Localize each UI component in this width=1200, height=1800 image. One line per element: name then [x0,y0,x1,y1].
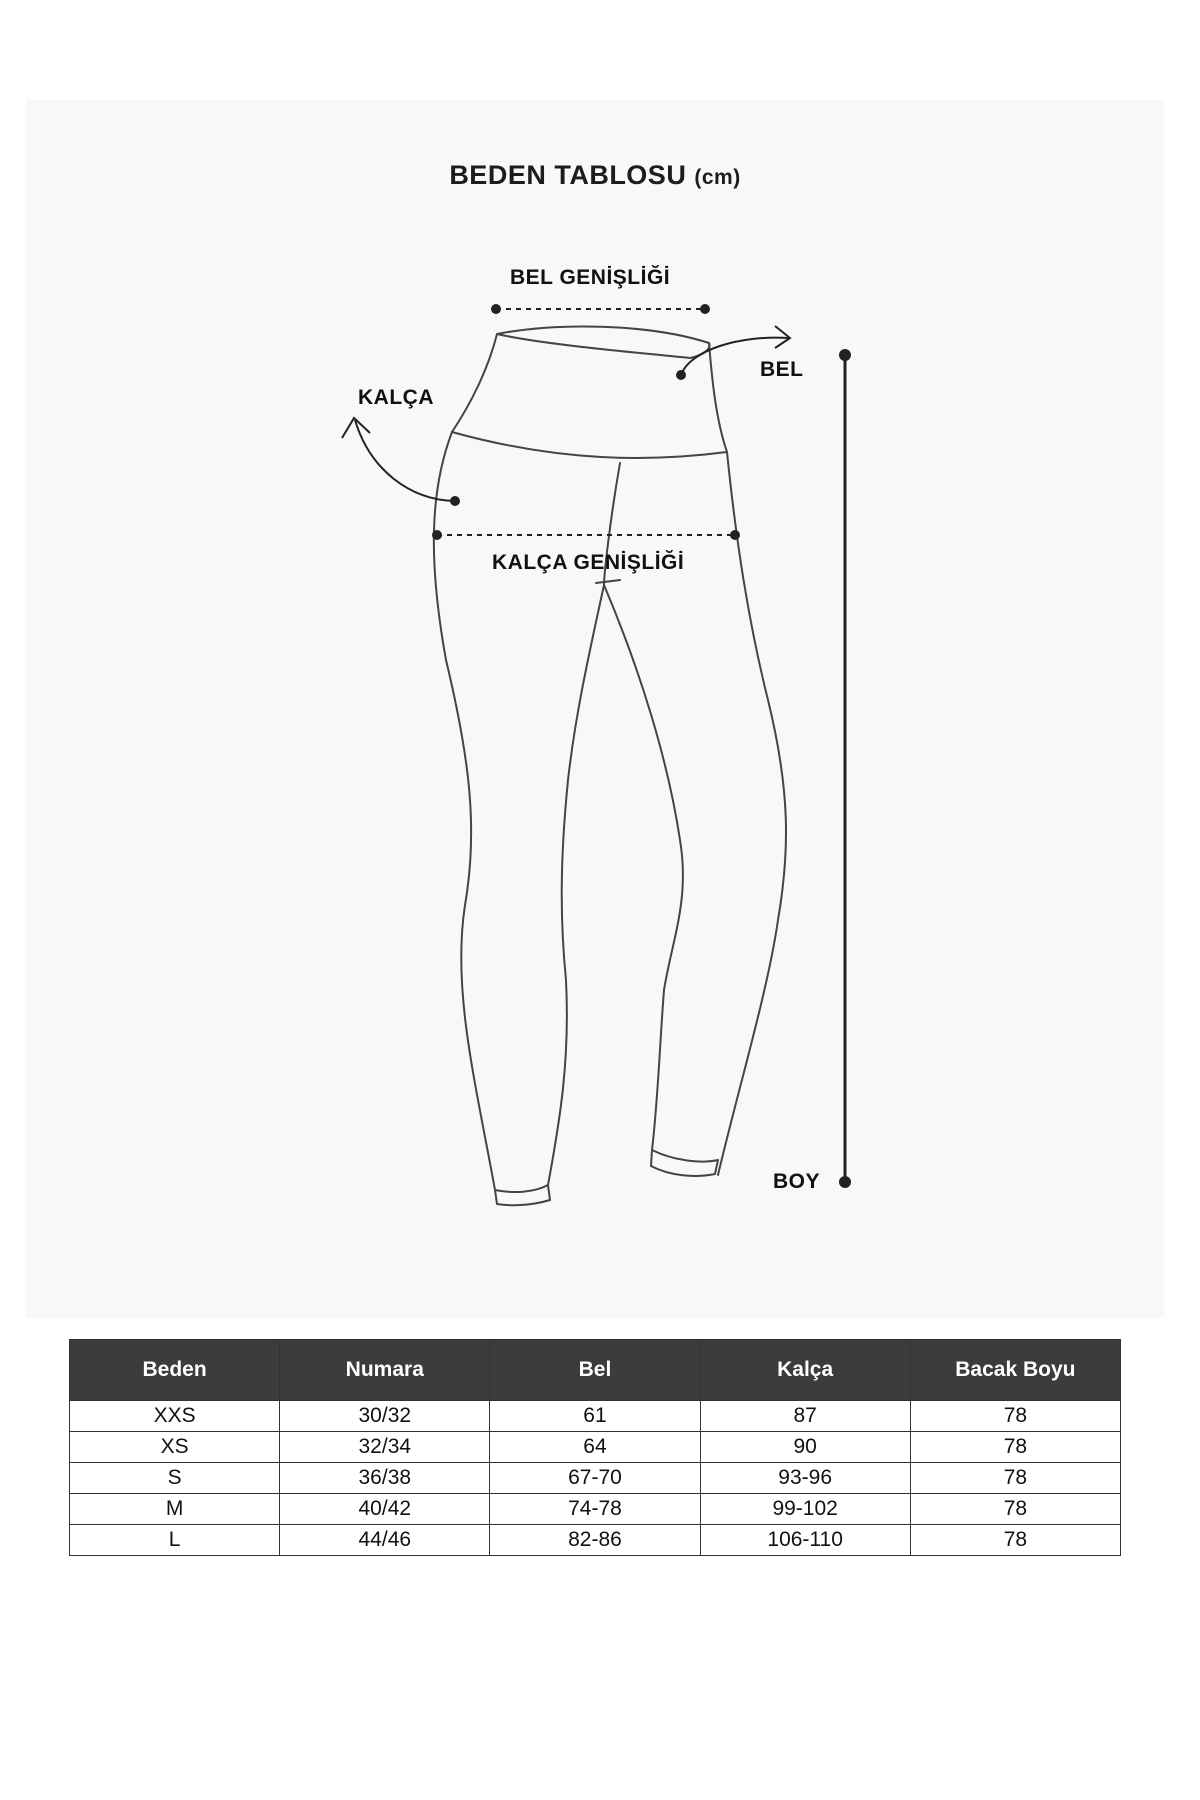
cell-waist: 74-78 [490,1494,700,1525]
waistband-outline [452,334,727,458]
cell-leg-length: 78 [910,1432,1120,1463]
crotch-seam [596,580,620,583]
cell-leg-length: 78 [910,1401,1120,1432]
header-bacak-boyu: Bacak Boyu [910,1340,1120,1401]
table-row [70,1525,1121,1556]
header-beden: Beden [70,1340,280,1401]
cell-number: 36/38 [280,1463,490,1494]
header-bel: Bel [490,1340,700,1401]
right-leg-outer [718,452,786,1175]
waist-width-label: BEL GENİŞLİĞİ [510,266,671,289]
cell-size: M [70,1494,280,1525]
chart-title-text: BEDEN TABLOSU [449,160,687,190]
hip-width-indicator [432,530,740,540]
chart-title-unit: (cm) [694,166,741,189]
cell-size: S [70,1463,280,1494]
cell-waist: 82-86 [490,1525,700,1556]
header-numara: Numara [280,1340,490,1401]
waist-width-indicator [491,304,710,314]
cell-hip: 93-96 [700,1463,910,1494]
cell-hip: 99-102 [700,1494,910,1525]
cell-number: 32/34 [280,1432,490,1463]
cell-number: 40/42 [280,1494,490,1525]
cell-number: 30/32 [280,1401,490,1432]
size-table [69,1339,1121,1556]
table-row [70,1432,1121,1463]
left-leg-outer [434,432,495,1190]
right-cuff [651,1150,718,1176]
cell-waist: 67-70 [490,1463,700,1494]
cell-leg-length: 78 [910,1463,1120,1494]
cell-number: 44/46 [280,1525,490,1556]
cell-waist: 64 [490,1432,700,1463]
cell-hip: 90 [700,1432,910,1463]
cell-size: L [70,1525,280,1556]
left-cuff [495,1185,550,1205]
waist-label: BEL [760,358,804,381]
hip-label: KALÇA [358,386,434,409]
cell-leg-length: 78 [910,1494,1120,1525]
cell-waist: 61 [490,1401,700,1432]
cell-hip: 87 [700,1401,910,1432]
table-row [70,1463,1121,1494]
table-row [70,1494,1121,1525]
table-row [70,1401,1121,1432]
cell-size: XXS [70,1401,280,1432]
cell-hip: 106-110 [700,1525,910,1556]
cell-leg-length: 78 [910,1525,1120,1556]
waistband-top [497,327,709,358]
cell-size: XS [70,1432,280,1463]
length-label: BOY [773,1170,821,1193]
hip-width-label: KALÇA GENİŞLİĞİ [492,551,685,574]
table-header-row [70,1340,1121,1401]
left-leg-inner [548,585,604,1185]
header-kalca: Kalça [700,1340,910,1401]
length-indicator [839,349,851,1188]
